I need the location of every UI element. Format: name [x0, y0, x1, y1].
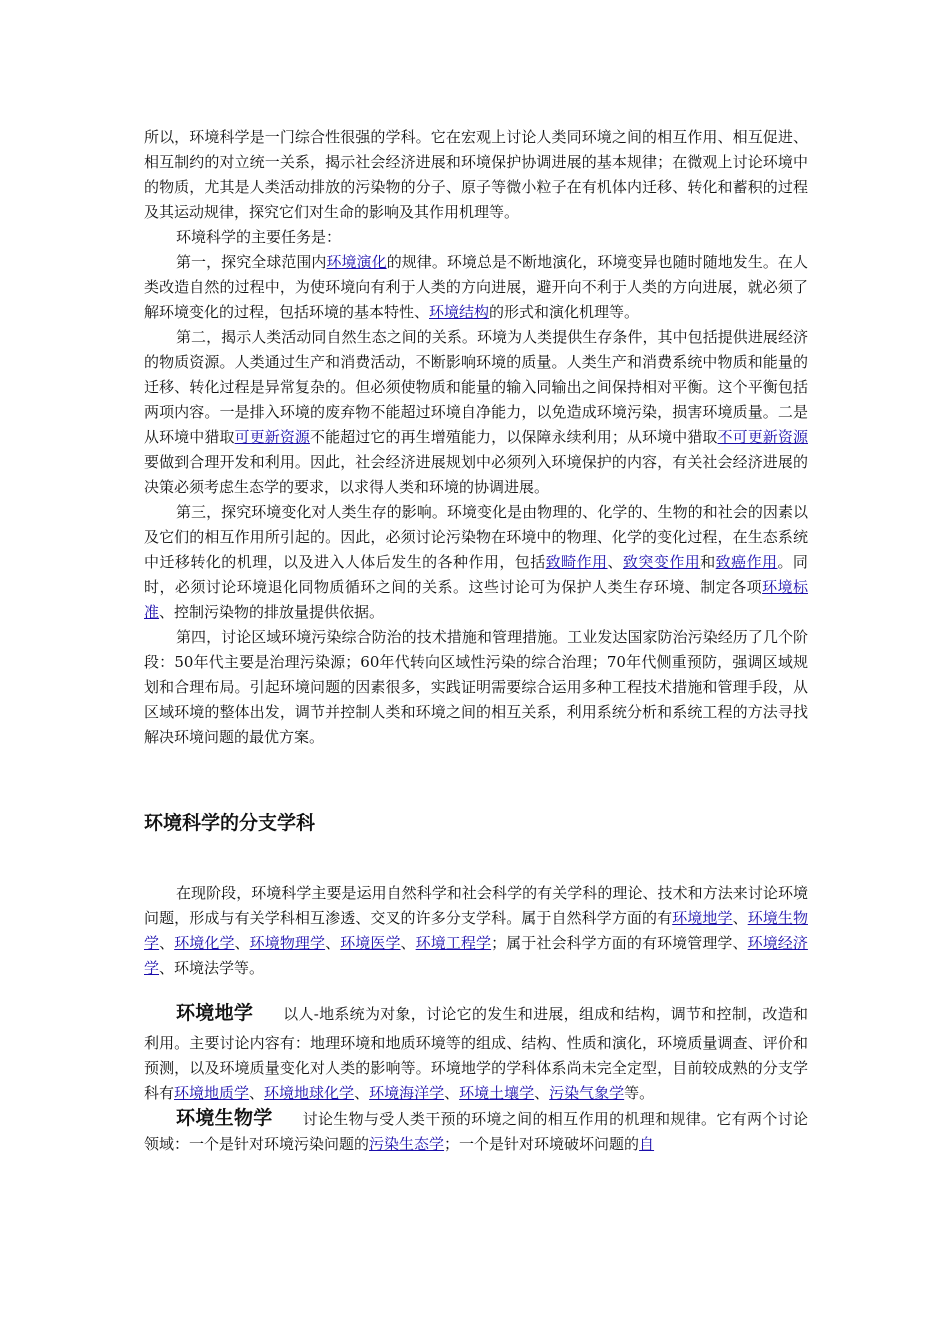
link-environmental-chemistry[interactable]: 环境化学	[174, 934, 235, 952]
link-environmental-economics[interactable]: 环境经济学	[144, 934, 808, 977]
link-environmental-engineering[interactable]: 环境工程学	[415, 934, 492, 952]
link-environmental-oceanography[interactable]: 环境海洋学	[369, 1084, 445, 1102]
link-environmental-geoscience[interactable]: 环境地学	[672, 909, 733, 927]
link-environmental-soil-science[interactable]: 环境土壤学	[459, 1084, 535, 1102]
link-environmental-biology[interactable]: 环境生物学	[144, 909, 808, 952]
link-carcinogenic-effect[interactable]: 致癌作用	[715, 553, 778, 571]
paragraph-tasks-intro: 环境科学的主要任务是：	[176, 228, 342, 246]
paragraph-task-2: 第二，揭示人类活动同自然生态之间的关系。环境为人类提供生存条件，其中包括提供进展经济的物质资源。人类通过生产和消费活动，不断影响环境的质量。人类生产和消费系统中物质和能量的迁移、转化过程是异常复杂的。但必须使物质和能量的输入同输出之间保持相对平衡。这个平衡包括两项内容。一是排入环境的废弃物不能超过环境自净能力，以免造成环境污染，损害环境质量。二是从环境中猎取可更新资源不能超过它的再生增殖能力，以保障永续利用；从环境中猎取不可更新资源要做到合理开发和利用。因此，社会经济进展规划中必须列入环境保护的内容，有关社会经济进展的决策必须考虑生态学的要求，以求得人类和环境的协调进展。	[144, 328, 808, 496]
term-environmental-geoscience: 环境地学	[176, 1002, 254, 1024]
link-renewable-resources[interactable]: 可更新资源	[234, 428, 311, 446]
link-nonrenewable-resources[interactable]: 不可更新资源	[717, 428, 808, 446]
paragraph-geoscience: 环境地学 以人-地系统为对象，讨论它的发生和进展，组成和结构，调节和控制，改造和利用。主要讨论内容有：地理环境和地质环境等的组成、结构、性质和演化，环境质量调查、评价和预测，以及环境质量变化对人类的影响等。环境地学的学科体系尚未完全定型，目前较成熟的分支学科有环境地质学、环境地球化学、环境海洋学、环境土壤学、污染气象学等。	[144, 1002, 808, 1102]
paragraph-task-3: 第三，探究环境变化对人类生存的影响。环境变化是由物理的、化学的、生物的和社会的因素以及它们的相互作用所引起的。因此，必须讨论污染物在环境中的物理、化学的变化过程，在生态系统中迁移转化的机理，以及进入人体后发生的各种作用，包括致畸作用、致突变作用和致癌作用。同时，必须讨论环境退化同物质循环之间的关系。这些讨论可为保护人类生存环境、制定各项环境标准、控制污染物的排放量提供依据。	[144, 503, 808, 621]
link-environmental-geology[interactable]: 环境地质学	[174, 1084, 250, 1102]
link-environmental-medicine[interactable]: 环境医学	[340, 934, 401, 952]
link-mutagenic-effect[interactable]: 致突变作用	[622, 553, 701, 571]
paragraph-intro: 所以，环境科学是一门综合性很强的学科。它在宏观上讨论人类同环境之间的相互作用、相互促进、相互制约的对立统一关系，揭示社会经济进展和环境保护协调进展的基本规律；在微观上讨论环境中的物质，尤其是人类活动排放的污染物的分子、原子等微小粒子在有机体内迁移、转化和蓄积的过程及其运动规律，探究它们对生命的影响及其作用机理等。	[144, 128, 808, 221]
link-environmental-physics[interactable]: 环境物理学	[249, 934, 326, 952]
link-pollution-ecology[interactable]: 污染生态学	[369, 1135, 445, 1153]
link-teratogenic-effect[interactable]: 致畸作用	[545, 553, 608, 571]
link-environment-structure[interactable]: 环境结构	[429, 303, 490, 321]
document-body	[144, 125, 808, 1157]
link-pollution-meteorology[interactable]: 污染气象学	[549, 1084, 625, 1102]
link-environment-standard[interactable]: 环境标准	[144, 578, 808, 621]
paragraph-task-4: 第四，讨论区域环境污染综合防治的技术措施和管理措施。工业发达国家防治污染经历了几个阶段：50年代主要是治理污染源；60年代转向区域性污染的综合治理；70年代侧重预防，强调区域规划和合理布局。引起环境问题的因素很多，实践证明需要综合运用多种工程技术措施和管理手段，从区域环境的整体出发，调节并控制人类和环境之间的相互关系，利用系统分析和系统工程的方法寻找解决环境问题的最优方案。	[144, 628, 808, 746]
paragraph-branches: 在现阶段，环境科学主要是运用自然科学和社会科学的有关学科的理论、技术和方法来讨论环境问题，形成与有关学科相互渗透、交叉的许多分支学科。属于自然科学方面的有环境地学、环境生物学、环境化学、环境物理学、环境医学、环境工程学；属于社会科学方面的有环境管理学、环境经济学、环境法学等。	[144, 884, 808, 977]
link-environment-evolution[interactable]: 环境演化	[326, 253, 387, 271]
term-environmental-biology: 环境生物学	[176, 1107, 273, 1129]
section-heading-branches: 环境科学的分支学科	[144, 812, 316, 834]
link-truncated[interactable]: 自	[639, 1135, 655, 1153]
paragraph-biology: 环境生物学 讨论生物与受人类干预的环境之间的相互作用的机理和规律。它有两个讨论领域：一个是针对环境污染问题的污染生态学；一个是针对环境破坏问题的自	[144, 1107, 808, 1153]
link-environmental-geochemistry[interactable]: 环境地球化学	[264, 1084, 355, 1102]
paragraph-task-1: 第一，探究全球范围内环境演化的规律。环境总是不断地演化，环境变异也随时随地发生。在人类改造自然的过程中，为使环境向有利于人类的方向进展，避开向不利于人类的方向进展，就必须了解环境变化的过程，包括环境的基本特性、环境结构的形式和演化机理等。	[144, 253, 808, 321]
